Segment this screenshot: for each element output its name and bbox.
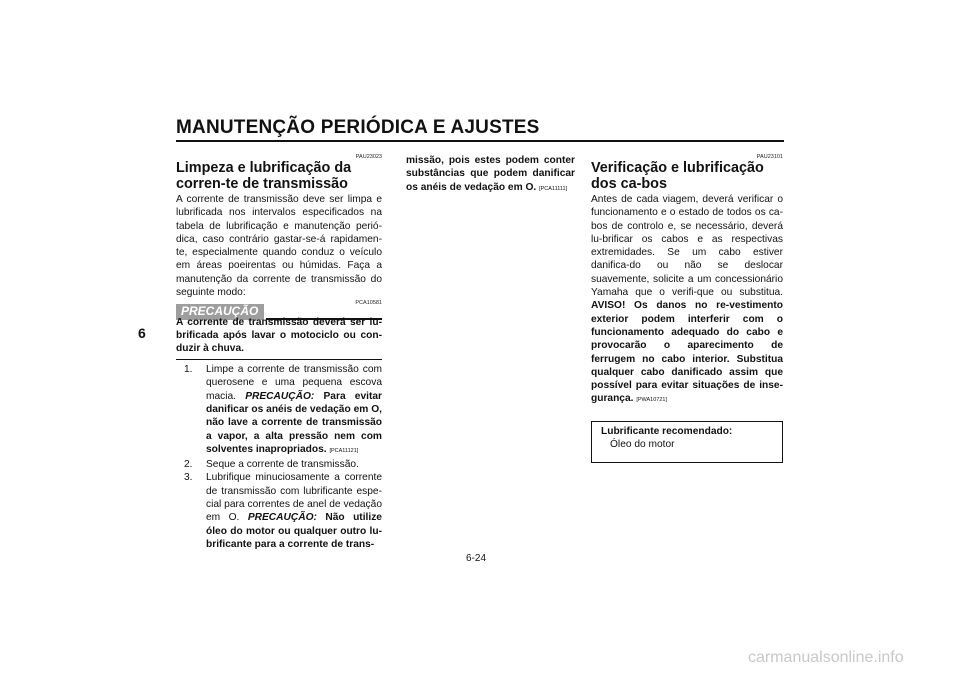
list-item <box>176 471 382 551</box>
section-title: Limpeza e lubrificação da corren-te de transmissão <box>176 160 352 192</box>
column-2 <box>406 154 575 196</box>
chapter-tab: 6 <box>138 325 146 341</box>
step-number: 3. <box>184 472 193 484</box>
caution-text: A corrente de transmissão deverá ser lu-brificada após lavar o motociclo ou con-duzir à chuva. <box>176 316 382 355</box>
lubricant-title: Lubrificante recomendado: <box>601 425 733 437</box>
step-continuation <box>406 154 575 196</box>
step-caution-label: PRECAUÇÃO: <box>247 512 317 524</box>
step-body: Lubrifique minuciosamente a corrente de transmissão com lubrificante espe-cial para correntes de anel de vedação em O. <box>206 472 382 524</box>
section-intro: A corrente de transmissão deve ser limpa e lubrificada nos intervalos especificados na tabela de lubrificação e manutenção perió-dica, caso contrário gastar-se-á rapidamen-te, especialmente quando conduz o veículo em áreas poeirentas ou húmidas. Faça a manutenção da corrente de transmissão do seguinte modo: <box>176 194 382 299</box>
section-code: PAU23101 <box>756 154 783 160</box>
section-intro-text: Antes de cada viagem, deverá verificar o funcionamento e o estado de todos os ca-bos de controlo e, se necessário, deverá lu-brificar os cabos e as respectivas extremidades. Se um cabo estiver danifica-do ou não se deslocar suavemente, solicite a um concessionário Yamaha que o verifi-que ou substitua. <box>591 194 783 299</box>
lubricant-value: Óleo do motor <box>610 439 675 451</box>
step-continuation-text: missão, pois estes podem conter substâncias que podem danificar os anéis de vedação em O. <box>406 155 575 193</box>
caution-end-rule <box>176 359 382 361</box>
watermark: carmanualsonline.info <box>748 649 904 666</box>
list-item <box>176 458 382 471</box>
column-1 <box>176 154 382 551</box>
section-title: Verificação e lubrificação dos ca-bos <box>591 160 764 192</box>
section-code: PAU23023 <box>355 154 382 160</box>
step-text: Seque a corrente de transmissão. <box>206 459 359 471</box>
list-item <box>176 363 382 458</box>
step-caution-text: Para evitar danificar os anéis de vedação em O, não lave a corrente de transmissão a vapor, a alta pressão nem com solventes inapropriados. <box>206 390 382 455</box>
page-header-title: MANUTENÇÃO PERIÓDICA E AJUSTES <box>176 117 540 138</box>
page-number: 6-24 <box>466 553 487 564</box>
steps-list <box>176 363 382 551</box>
step-text <box>206 363 382 458</box>
step-text <box>206 471 382 551</box>
warning-ref: [PWA10721] <box>636 397 667 404</box>
step-ref: [PCA11111] <box>539 185 568 192</box>
step-caution-text: Não utilize óleo do motor ou qualquer outro lu-brificante para a corrente de trans- <box>206 512 382 550</box>
warning-text: AVISO! Os danos no re-vestimento exterior podem interferir com o funcionamento adequado do cabo e provocarão o aparecimento de ferrugem no cabo interior. Substitua qualquer cabo danificado assim que possível para evitar situações de inse-gurança. <box>591 300 783 405</box>
caution-label: PRECAUÇÃO <box>176 304 264 319</box>
step-number: 2. <box>184 459 193 471</box>
step-ref: [PCA11121] <box>329 447 359 454</box>
section-intro <box>591 193 783 408</box>
step-number: 1. <box>184 364 193 376</box>
step-body: Limpe a corrente de transmissão com querosene e uma pequena escova macia. <box>206 364 382 402</box>
lubricant-box <box>591 421 783 463</box>
column-3 <box>591 154 783 463</box>
step-caution-label: PRECAUÇÃO: <box>245 390 315 402</box>
header-rule <box>176 140 784 142</box>
caution-code: PCA10581 <box>355 299 382 306</box>
